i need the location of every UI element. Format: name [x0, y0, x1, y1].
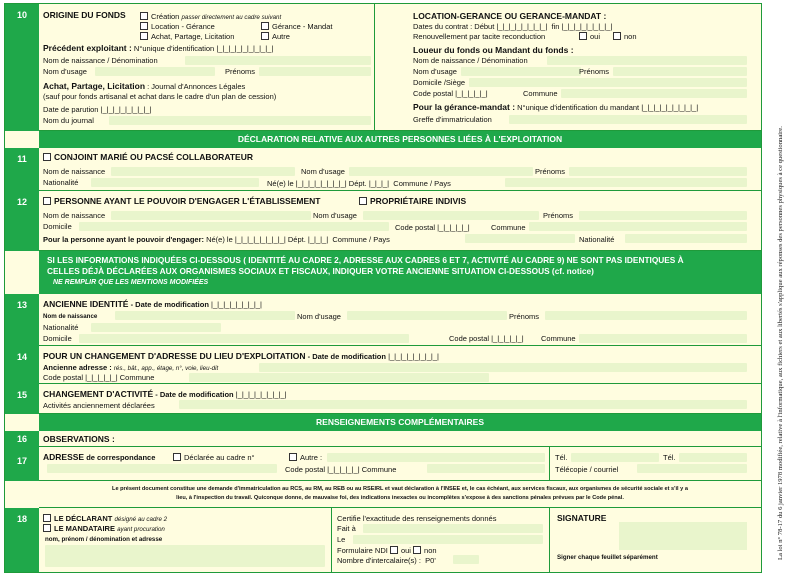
gerance-mandat-line: Pour la gérance-mandat : N°unique d'identification du mandant |_|_|_|_|_|_|_|_|_|: [413, 102, 699, 112]
achat-option[interactable]: Achat, Partage, Licitation: [140, 32, 234, 41]
observations-title: OBSERVATIONS :: [43, 434, 115, 444]
declarant-option[interactable]: LE DÉCLARANT désigné au cadre 2: [43, 514, 167, 524]
p12-nationalite-label: Nationalité: [579, 235, 615, 244]
p12-domicile-label: Domicile: [43, 222, 72, 231]
adresse-correspondance-line: ADRESSE de correspondance: [43, 452, 156, 462]
signer-note: Signer chaque feuillet séparément: [557, 554, 658, 561]
p12-nationalite-field[interactable]: [625, 234, 747, 243]
p17-commune-field[interactable]: [427, 464, 545, 473]
tel1-field[interactable]: [571, 453, 659, 462]
section-17: [39, 447, 761, 481]
band-line-2: CELLES DÉJÀ DÉCLARÉES AUX ORGANISMES SOCIAUX ET FISCAUX, INDIQUER VOTRE ANCIENNE SITUATION CI-DESSOUS (cf. notice): [47, 266, 594, 276]
loueur-nom-label: Nom de naissance / Dénomination: [413, 56, 528, 65]
p13-prenoms-field[interactable]: [545, 311, 747, 320]
activites-label: Activités anciennement déclarées: [43, 401, 155, 410]
p12-cp-line: Code postal |_|_|_|_|_|: [395, 223, 470, 232]
nom-journal-label: Nom du journal: [43, 116, 94, 125]
loueur-cp-line: Code postal |_|_|_|_|_|: [413, 89, 488, 98]
conjoint-commune-field[interactable]: [505, 178, 747, 187]
activites-field[interactable]: [179, 400, 747, 409]
section-18: [39, 508, 761, 572]
column-divider: [549, 447, 550, 481]
date-parution-line: Date de parution |_|_|_|_|_|_|_|_|: [43, 105, 152, 114]
p13-cp-line: Code postal |_|_|_|_|_|: [449, 334, 524, 343]
p12-nom-label: Nom de naissance: [43, 211, 106, 220]
domicile-siege-field[interactable]: [469, 78, 747, 87]
section-12: [39, 191, 761, 251]
conjoint-nom-field[interactable]: [111, 167, 295, 176]
le-label: Le: [337, 535, 346, 544]
p12-commune-field[interactable]: [529, 222, 747, 231]
conjoint-naissance-line: Né(e) le |_|_|_|_|_|_|_|_| Dépt. |_|_|_| Commune / Pays: [267, 179, 451, 188]
certifie-label: Certifie l'exactitude des renseignements donnés: [337, 514, 497, 523]
form: [4, 3, 762, 573]
conjoint-title[interactable]: CONJOINT MARIÉ OU PACSÉ COLLABORATEUR: [43, 153, 253, 162]
ancienne-adresse-line: Ancienne adresse : rés., bât., app., étage, n°, voie, lieu-dit: [43, 363, 219, 372]
gerance-mandat-checkbox[interactable]: [261, 22, 269, 30]
pouvoir-checkbox[interactable]: [43, 197, 51, 205]
conjoint-usage-label: Nom d'usage: [301, 167, 345, 176]
p13-domicile-field[interactable]: [79, 334, 409, 343]
p13-nationalite-field[interactable]: [91, 323, 221, 332]
nom-naissance-label: Nom de naissance / Dénomination: [43, 56, 158, 65]
column-divider: [331, 508, 332, 572]
loueur-commune-field[interactable]: [561, 89, 747, 98]
section-number: 16: [5, 431, 39, 447]
loueur-prenoms-label: Prénoms: [579, 67, 610, 76]
tel1-label: Tél.: [555, 453, 568, 462]
p13-usage-label: Nom d'usage: [297, 312, 341, 321]
band-line-3: NE REMPLIR QUE LES MENTIONS MODIFIÉES: [53, 279, 209, 286]
p13-commune-field[interactable]: [579, 334, 747, 343]
column-divider: [374, 4, 375, 131]
greffe-label: Greffe d'immatriculation: [413, 115, 492, 124]
ancienne-situation-band: [39, 251, 761, 294]
location-gerance-title: LOCATION-GERANCE OU GERANCE-MANDAT :: [413, 11, 607, 21]
intercalaires-line: Nombre d'intercalaire(s) : P0': [337, 556, 436, 565]
signature-field[interactable]: [619, 522, 747, 550]
section-number: 15: [5, 384, 39, 414]
le-field[interactable]: [353, 535, 543, 544]
greffe-field[interactable]: [509, 115, 747, 124]
p12-nom-field[interactable]: [111, 211, 311, 220]
section-number: 10: [5, 4, 39, 131]
mandataire-checkbox[interactable]: [43, 524, 51, 532]
gerance-mandat-option[interactable]: Gérance - Mandat: [261, 22, 332, 31]
side-note-text: La loi n° 78-17 du 6 janvier 1978 modifiée, relative à l'informatique, aux fichiers et aux libertés s'applique aux réponses des personnes physiques à ce questionnaire.: [777, 126, 784, 560]
achat-journal-line: Achat, Partage, Licitation : Journal d'Annonces Légales: [43, 81, 246, 91]
nom-usage-label: Nom d'usage: [43, 67, 87, 76]
loueur-nom-field[interactable]: [547, 56, 747, 65]
telecopie-field[interactable]: [637, 464, 747, 473]
notice-line-1: Le présent document constitue une demande d'immatriculation au RCS, au RM, au REB ou au RSEIRL et vaut déclaration à l'INSEE et, le cas échéant, aux services fiscaux, aux organismes de sécurité sociale et s'il y a: [112, 486, 688, 492]
section-10: [39, 4, 761, 131]
location-gerance-checkbox[interactable]: [140, 22, 148, 30]
telecopie-label: Télécopie / courriel: [555, 465, 619, 474]
achat-checkbox[interactable]: [140, 32, 148, 40]
autres-personnes-band: DÉCLARATION RELATIVE AUX AUTRES PERSONNES LIÉES À L'EXPLOITATION: [39, 131, 761, 148]
autre-adresse-checkbox[interactable]: [289, 453, 297, 461]
p12-pouvoir-line: Pour la personne ayant le pouvoir d'engager: Né(e) le |_|_|_|_|_|_|_|_| Dépt. |_|_|_| Commune / Pays: [43, 235, 390, 244]
changement-adresse-line: POUR UN CHANGEMENT D'ADRESSE DU LIEU D'EXPLOITATION - Date de modification |_|_|_|_|_|_|_|_|: [43, 351, 439, 361]
p12-domicile-field[interactable]: [79, 222, 389, 231]
indivis-checkbox[interactable]: [359, 197, 367, 205]
p13-nom-field[interactable]: [115, 311, 295, 320]
conjoint-nationalite-label: Nationalité: [43, 178, 79, 187]
non-option[interactable]: non: [613, 32, 637, 41]
nom-usage-field[interactable]: [95, 67, 215, 76]
non-checkbox[interactable]: [613, 32, 621, 40]
renseignements-band: RENSEIGNEMENTS COMPLÉMENTAIRES: [39, 414, 761, 431]
section-number: 13: [5, 294, 39, 346]
p13-prenoms-label: Prénoms: [509, 312, 540, 321]
p12-commune-pays-field[interactable]: [465, 234, 575, 243]
p0-field[interactable]: [453, 555, 479, 564]
p17-cp-line: Code postal |_|_|_|_|_| Commune: [285, 465, 397, 474]
autre-adresse-field[interactable]: [327, 453, 545, 462]
conjoint-nationalite-field[interactable]: [91, 178, 259, 187]
ndi-oui-checkbox[interactable]: [390, 546, 398, 554]
indivis-title[interactable]: PROPRIÉTAIRE INDIVIS: [359, 197, 466, 206]
loueur-commune-label: Commune: [523, 89, 558, 98]
nom-journal-field[interactable]: [109, 116, 371, 125]
domicile-siege-label: Domicile /Siège: [413, 78, 466, 87]
section-13: [39, 294, 761, 346]
p13-domicile-label: Domicile: [43, 334, 72, 343]
autre-adresse-option[interactable]: Autre :: [289, 453, 322, 462]
location-gerance-option[interactable]: Location - Gérance: [140, 22, 215, 31]
band-line-1: SI LES INFORMATIONS INDIQUÉES CI-DESSOUS ( IDENTITÉ AU CADRE 2, ADRESSE AUX CADRES 6 ET 7, ACTIVITÉ AU CADRE 9) NE SONT PAS IDENTIQUES À: [47, 255, 684, 265]
loueur-usage-label: Nom d'usage: [413, 67, 457, 76]
ndi-non-checkbox[interactable]: [413, 546, 421, 554]
dates-contrat-line: Dates du contrat : Début |_|_|_|_|_|_|_|_| fin |_|_|_|_|_|_|_|_|: [413, 22, 613, 31]
conjoint-prenoms-label: Prénoms: [535, 167, 566, 176]
fait-a-field[interactable]: [363, 524, 543, 533]
renouvellement-line: Renouvellement par tacite reconduction: [413, 32, 546, 41]
prenoms-label: Prénoms: [225, 67, 256, 76]
p12-commune-label: Commune: [491, 223, 526, 232]
precedent-exploitant-line: Précédent exploitant : N°unique d'identification |_|_|_|_|_|_|_|_|_|: [43, 43, 274, 53]
p13-commune-label: Commune: [541, 334, 576, 343]
ancienne-adresse-field[interactable]: [259, 363, 747, 372]
journal-note: (sauf pour fonds artisanal et achat dans le cadre d'un plan de cession): [43, 92, 277, 101]
conjoint-checkbox[interactable]: [43, 153, 51, 161]
formulaire-ndi-line: Formulaire NDI oui non: [337, 546, 437, 555]
oui-checkbox[interactable]: [579, 32, 587, 40]
declaree-checkbox[interactable]: [173, 453, 181, 461]
column-divider: [549, 508, 550, 572]
p12-usage-field[interactable]: [363, 211, 539, 220]
autre-option[interactable]: Autre: [261, 32, 290, 41]
section-16: [39, 431, 761, 447]
legal-notice: [39, 481, 761, 508]
section-number: 14: [5, 346, 39, 384]
ancienne-identite-line: ANCIENNE IDENTITÉ - Date de modification |_|_|_|_|_|_|_|_|: [43, 299, 262, 309]
p13-nationalite-label: Nationalité: [43, 323, 79, 332]
tel2-field[interactable]: [679, 453, 747, 462]
mandataire-field[interactable]: [45, 545, 325, 567]
conjoint-nom-label: Nom de naissance: [43, 167, 106, 176]
nom-prenom-label: nom, prénom / dénomination et adresse: [45, 536, 163, 543]
conjoint-usage-field[interactable]: [349, 167, 533, 176]
signature-title: SIGNATURE: [557, 513, 607, 523]
changement-activite-line: CHANGEMENT D'ACTIVITÉ - Date de modification |_|_|_|_|_|_|_|_|: [43, 389, 287, 399]
creation-option[interactable]: Création passer directement au cadre suivant: [140, 12, 281, 22]
section-11: [39, 148, 761, 191]
origine-title: ORIGINE DU FONDS: [43, 10, 126, 20]
creation-checkbox[interactable]: [140, 12, 148, 20]
fait-a-label: Fait à: [337, 524, 356, 533]
section-number: 18: [5, 508, 39, 572]
loueur-usage-field[interactable]: [461, 67, 581, 76]
legal-side-note: [763, 0, 793, 576]
mandataire-option[interactable]: LE MANDATAIRE ayant procuration: [43, 524, 165, 534]
section-15: [39, 384, 761, 414]
p13-nom-label: Nom de naissance: [43, 313, 98, 320]
p14-cp-line: Code postal |_|_|_|_|_| Commune: [43, 373, 155, 382]
section-14: [39, 346, 761, 384]
p12-prenoms-field[interactable]: [579, 211, 747, 220]
nom-naissance-field[interactable]: [185, 56, 371, 65]
declaree-option[interactable]: Déclarée au cadre n°: [173, 453, 255, 462]
adresse-field[interactable]: [47, 464, 277, 473]
section-number: 17: [5, 447, 39, 481]
autre-checkbox[interactable]: [261, 32, 269, 40]
pouvoir-title[interactable]: PERSONNE AYANT LE POUVOIR D'ENGAGER L'ÉTABLISSEMENT: [43, 197, 320, 206]
section-number: 11: [5, 148, 39, 191]
oui-option[interactable]: oui: [579, 32, 600, 41]
conjoint-prenoms-field[interactable]: [569, 167, 747, 176]
declarant-checkbox[interactable]: [43, 514, 51, 522]
p14-commune-field[interactable]: [189, 373, 489, 382]
loueur-title: Loueur du fonds ou Mandant du fonds :: [413, 45, 574, 55]
p12-prenoms-label: Prénoms: [543, 211, 574, 220]
p12-usage-label: Nom d'usage: [313, 211, 357, 220]
section-number: 12: [5, 191, 39, 251]
loueur-prenoms-field[interactable]: [613, 67, 747, 76]
p13-usage-field[interactable]: [347, 311, 507, 320]
notice-line-2: lieu, à l'inspection du travail. Quiconque donne, de mauvaise foi, des indications inexactes ou incomplètes s'expose à des sanctions pénales prévues par le Code pénal.: [176, 495, 624, 501]
tel2-label: Tél.: [663, 453, 676, 462]
prenoms-field[interactable]: [259, 67, 371, 76]
